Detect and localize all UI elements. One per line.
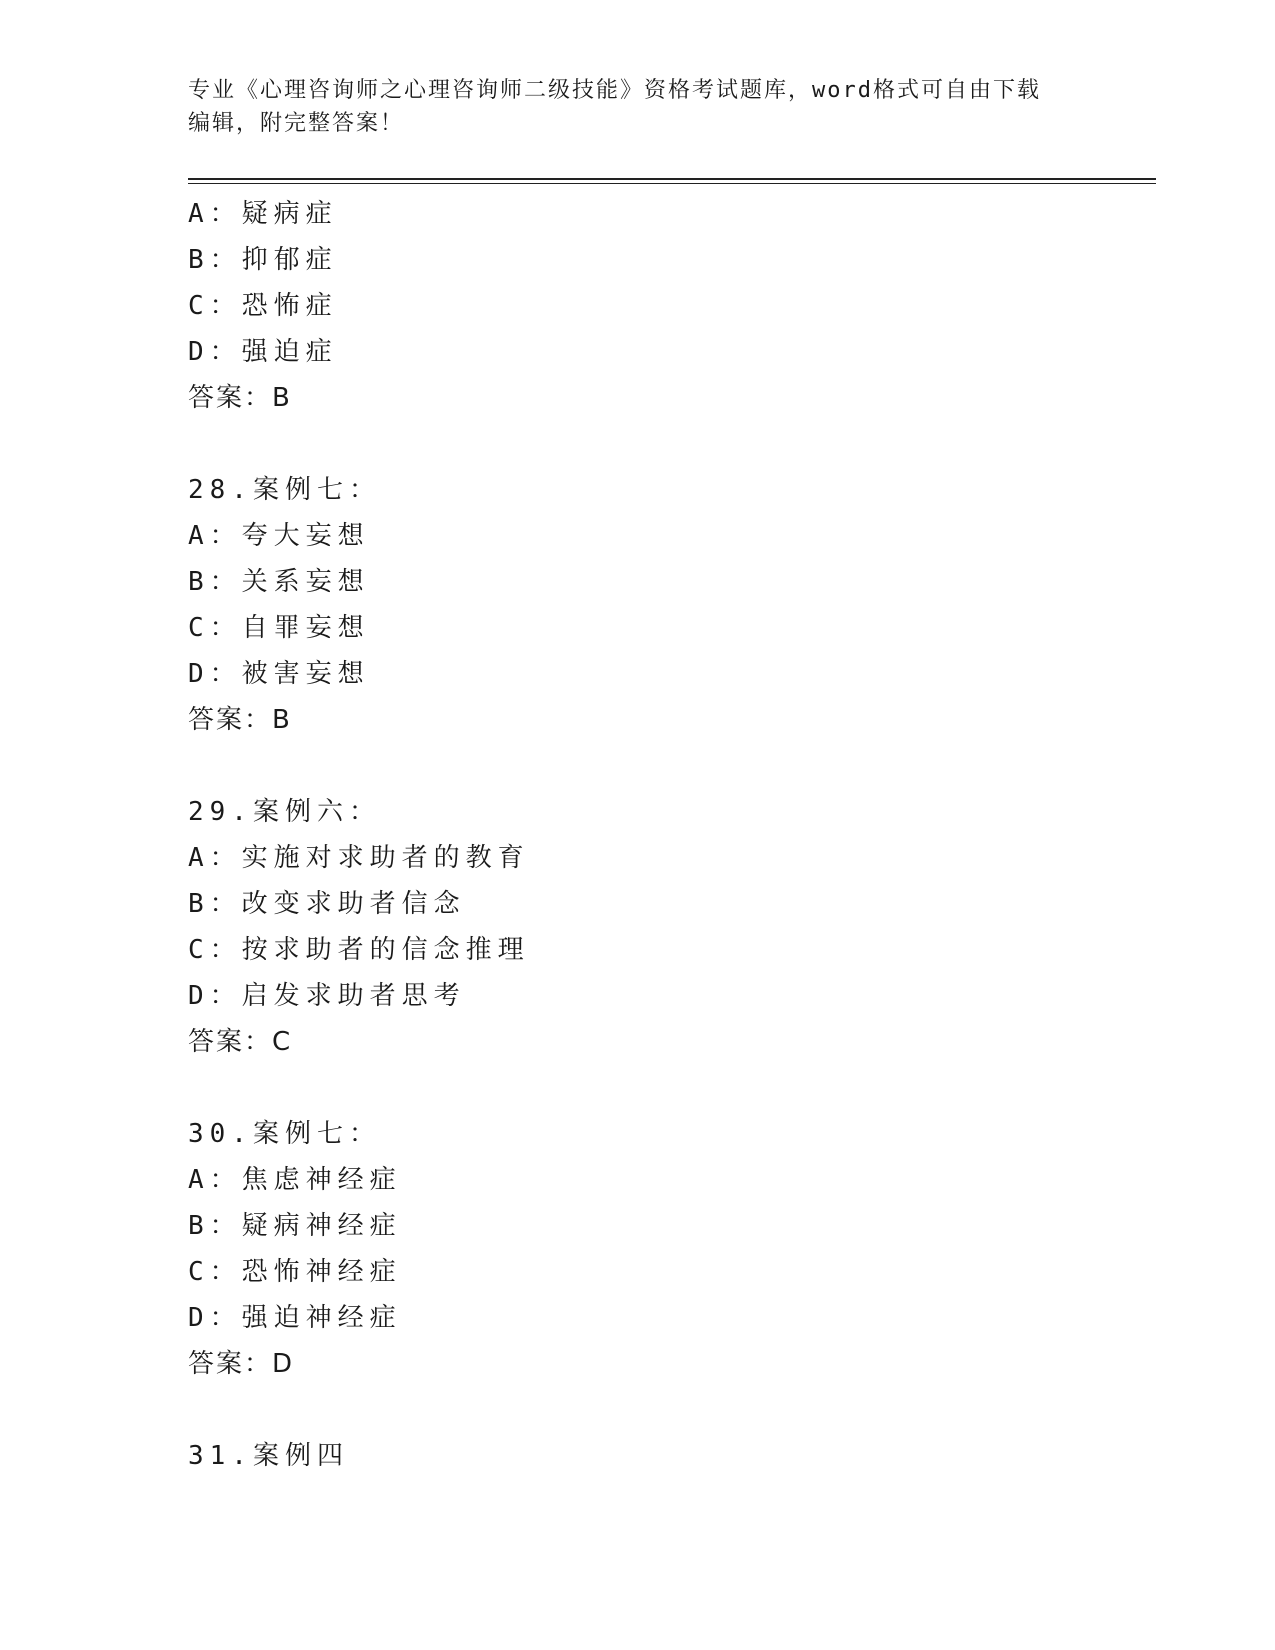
option-b: B：改变求助者信念 (188, 889, 466, 919)
question-block-30 (188, 1111, 1156, 1387)
option-d: D：强迫症 (188, 337, 338, 367)
header-line-2: 编辑，附完整答案！ (188, 111, 405, 136)
option-d: D：启发求助者思考 (188, 981, 466, 1011)
option-a: A：夸大妄想 (188, 521, 370, 551)
option-b: B：关系妄想 (188, 567, 370, 597)
spacer (188, 421, 1156, 467)
question-stem: 30.案例七： (188, 1119, 381, 1149)
question-stem: 31.案例四 (188, 1441, 349, 1471)
spacer (188, 743, 1156, 789)
option-d: D：被害妄想 (188, 659, 370, 689)
option-a: A：疑病症 (188, 199, 338, 229)
option-b: B：抑郁症 (188, 245, 338, 275)
answer-line: 答案：C (188, 1027, 293, 1057)
option-d: D：强迫神经症 (188, 1303, 402, 1333)
question-block-29 (188, 789, 1156, 1065)
option-c: C：按求助者的信念推理 (188, 935, 530, 965)
answer-line: 答案：B (188, 705, 292, 735)
header-line-1: 专业《心理咨询师之心理咨询师二级技能》资格考试题库，word格式可自由下载 (188, 78, 1041, 103)
header-divider-thick (188, 178, 1156, 180)
option-b: B：疑病神经症 (188, 1211, 402, 1241)
spacer (188, 1065, 1156, 1111)
spacer (188, 1387, 1156, 1433)
question-list (188, 191, 1156, 1479)
option-c: C：恐怖症 (188, 291, 338, 321)
question-block-28 (188, 467, 1156, 743)
question-stem: 29.案例六： (188, 797, 381, 827)
option-c: C：自罪妄想 (188, 613, 370, 643)
question-block-31 (188, 1433, 1156, 1479)
answer-line: 答案：D (188, 1349, 295, 1379)
option-a: A：实施对求助者的教育 (188, 843, 530, 873)
option-c: C：恐怖神经症 (188, 1257, 402, 1287)
question-stem: 28.案例七： (188, 475, 381, 505)
header-divider-thin (188, 183, 1156, 184)
question-block-27 (188, 191, 1156, 421)
answer-line: 答案：B (188, 383, 292, 413)
document-header (188, 74, 1088, 140)
option-a: A：焦虑神经症 (188, 1165, 402, 1195)
